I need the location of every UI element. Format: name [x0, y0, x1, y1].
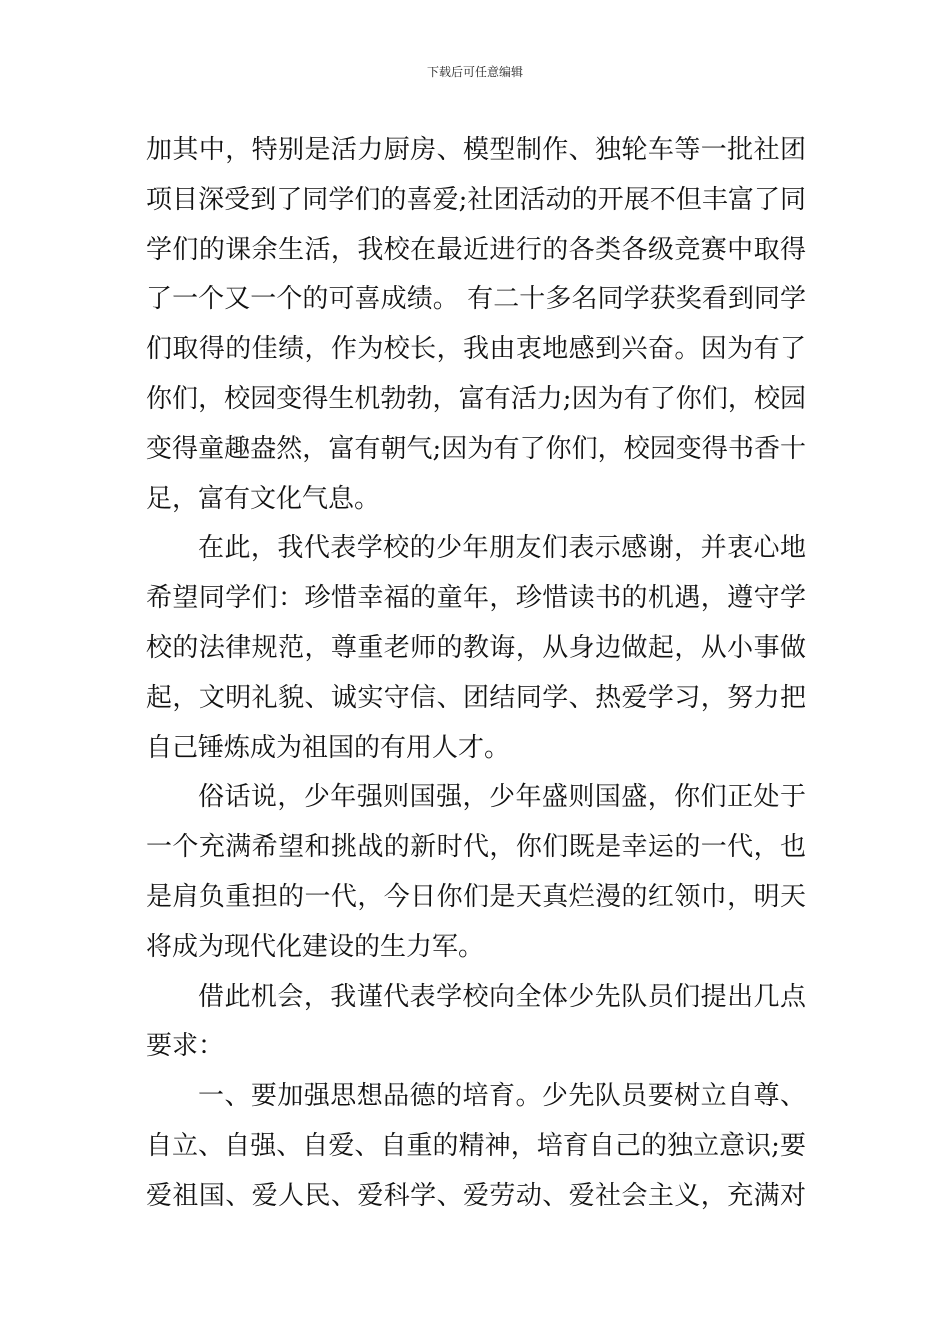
paragraph: [146, 126, 806, 524]
text-line: 足，富有文化气息。: [146, 483, 381, 514]
text-line: 爱祖国、爱人民、爱科学、爱劳动、爱社会主义，充满对: [146, 1180, 806, 1211]
text-line: 希望同学们：珍惜幸福的童年，珍惜读书的机遇，遵守学: [146, 583, 806, 614]
text-line: 起，文明礼貌、诚实守信、团结同学、热爱学习，努力把: [146, 682, 806, 713]
page-header: 下载后可任意编辑: [426, 65, 523, 79]
text-line: 了一个又一个的可喜成绩。 有二十多名同学获奖看到同学: [146, 284, 806, 315]
paragraph: [146, 773, 806, 972]
text-line: 你们，校园变得生机勃勃，富有活力;因为有了你们，校园: [146, 383, 806, 414]
text-line: 自立、自强、自爱、自重的精神，培育自己的独立意识;要: [146, 1130, 806, 1161]
paragraph: [146, 524, 806, 773]
text-line: 学们的课余生活，我校在最近进行的各类各级竞赛中取得: [146, 234, 806, 265]
text-line: 一个充满希望和挑战的新时代，你们既是幸运的一代，也: [146, 832, 806, 863]
text-line: 借此机会，我谨代表学校向全体少先队员们提出几点: [198, 981, 806, 1012]
text-line: 们取得的佳绩，作为校长，我由衷地感到兴奋。因为有了: [146, 334, 806, 365]
document-body: [146, 126, 806, 1222]
text-line: 项目深受到了同学们的喜爱;社团活动的开展不但丰富了同: [146, 184, 806, 215]
text-line: 校的法律规范，尊重老师的教诲，从身边做起，从小事做: [146, 632, 806, 663]
text-line: 加其中，特别是活力厨房、模型制作、独轮车等一批社团: [146, 135, 806, 165]
text-line: 变得童趣盎然，富有朝气;因为有了你们，校园变得书香十: [146, 433, 806, 464]
text-line: 要求：: [146, 1031, 225, 1062]
paragraph: [146, 973, 806, 1073]
text-line: 自己锤炼成为祖国的有用人才。: [146, 732, 511, 763]
text-line: 将成为现代化建设的生力军。: [146, 931, 485, 962]
text-line: 一、要加强思想品德的培育。少先队员要树立自尊、: [198, 1081, 806, 1112]
text-line: 在此，我代表学校的少年朋友们表示感谢，并衷心地: [198, 533, 806, 564]
paragraph: [146, 1072, 806, 1221]
text-line: 是肩负重担的一代，今日你们是天真烂漫的红领巾，明天: [146, 881, 806, 912]
text-line: 俗话说，少年强则国强，少年盛则国盛，你们正处于: [198, 782, 806, 813]
